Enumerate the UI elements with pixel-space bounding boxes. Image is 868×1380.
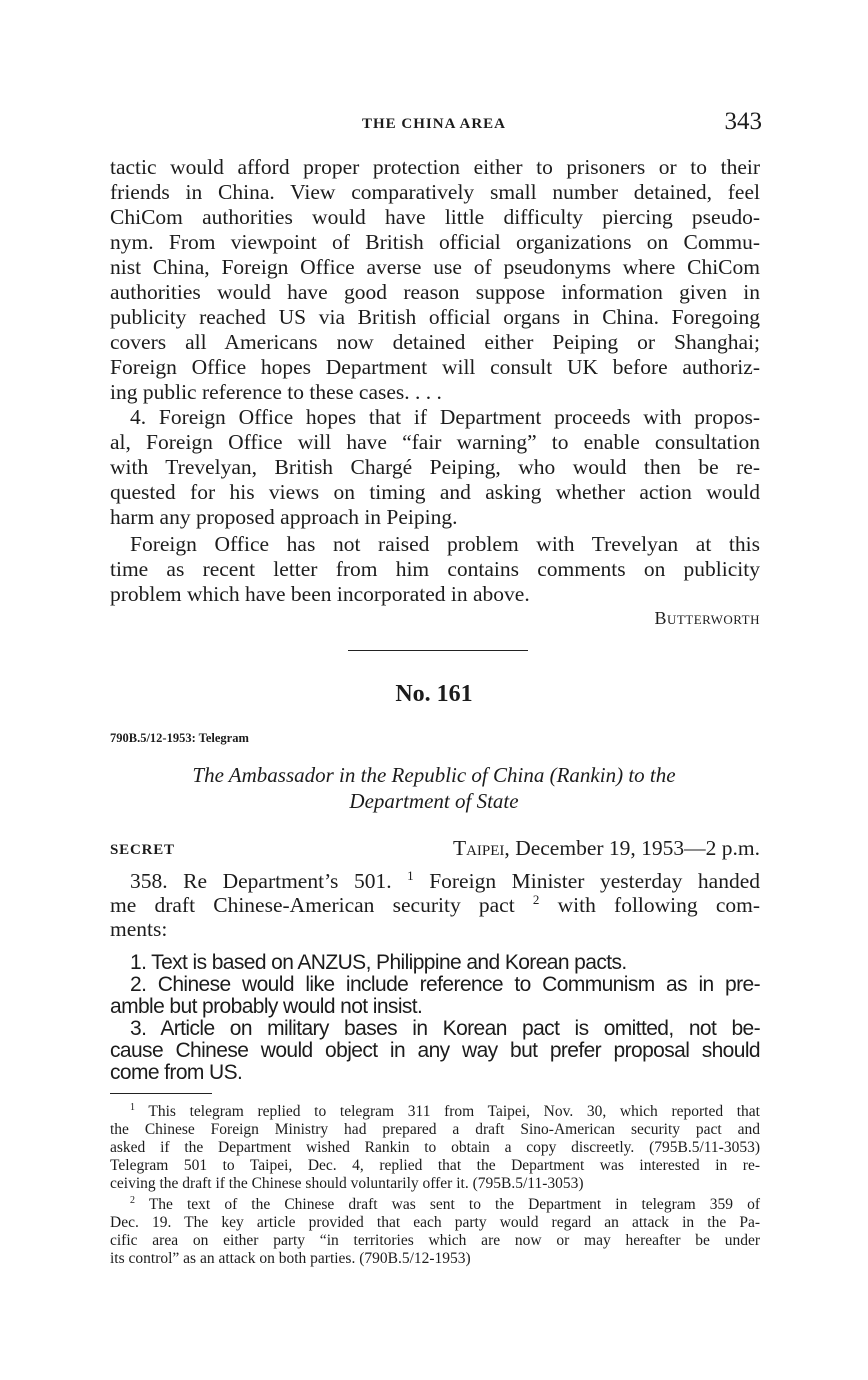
footnote-mark: 2 [130,1194,135,1206]
footnote-line: Telegram 501 to Taipei, Dec. 4, replied that the Department was interested in re- [110,1157,760,1174]
body-line: nym. From viewpoint of British official organizations on Commu- [110,230,760,254]
footnote-line [110,1196,760,1214]
body-line: problem which have been incorporated in above. [110,582,530,606]
file-reference: 790B.5/12-1953: Telegram [110,731,249,745]
body-line: quested for his views on timing and asking whether action would [110,480,760,504]
footnote-line: ceiving the draft if the Chinese should voluntarily offer it. (795B.5/11-3053) [110,1175,584,1192]
running-head: THE CHINA AREA [361,116,507,132]
body-line: covers all Americans now detained either Peiping or Shanghai; [110,330,760,354]
footnote-line: its control” as an attack on both parties. (790B.5/12-1953) [110,1250,471,1267]
body-line: friends in China. View comparatively small number detained, feel [110,180,760,204]
telegram-line [110,869,760,894]
classification: SECRET [110,842,175,858]
body-line: harm any proposed approach in Peiping. [110,505,458,529]
footnote-line [110,1103,760,1121]
body-line: Foreign Office hopes Department will consult UK before authoriz- [110,355,760,379]
document-heading: Department of State [349,789,519,813]
page-number: 343 [724,108,762,135]
telegram-item: come from US. [110,1061,243,1084]
body-line: nist China, Foreign Office averse use of pseudonyms where ChiCom [110,255,760,279]
telegram-item: cause Chinese would object in any way but prefer proposal should [110,1039,760,1062]
footnote-line: Dec. 19. The key article provided that each party would regard an attack in the Pa- [110,1214,760,1231]
body-line: al, Foreign Office will have “fair warning” to enable consultation [110,430,760,454]
document-heading: The Ambassador in the Republic of China (Rankin) to the [192,763,676,787]
section-divider [348,650,528,651]
document-number: No. 161 [395,681,473,707]
body-line: publicity reached US via British official organs in China. Foregoing [110,305,760,329]
telegram-line [110,893,760,918]
body-line: with Trevelyan, British Chargé Peiping, who would then be re- [110,455,760,479]
footnote-ref: 1 [407,867,414,883]
dateline-place: Taipei, [452,836,510,860]
body-line: tactic would afford proper protection either to prisoners or to their [110,155,760,179]
body-line: 4. Foreign Office hopes that if Department proceeds with propos- [130,405,760,429]
footnote-text: This telegram replied to telegram 311 from Taipei, Nov. 30, which reported that [148,1103,760,1120]
body-line: ing public reference to these cases. . . . [110,380,442,404]
telegram-text: Foreign Minister yesterday handed [429,869,761,893]
dateline-date: December 19, 1953—2 p.m. [515,836,760,860]
dateline [453,836,760,861]
telegram-item: 2. Chinese would like include reference to Communism as in pre- [130,973,760,996]
footnote-ref: 2 [532,891,540,907]
footnote-line: asked if the Department wished Rankin to obtain a copy discreetly. (795B.5/11-3053) [110,1139,760,1156]
footnote-line: the Chinese Foreign Ministry had prepared a draft Sino-American security pact and [110,1121,760,1138]
body-line: time as recent letter from him contains comments on publicity [110,557,760,581]
footnote-mark: 1 [130,1101,135,1113]
telegram-item: 1. Text is based on ANZUS, Philippine and Korean pacts. [130,951,627,974]
footnote-rule [110,1093,212,1094]
body-line: authorities would have good reason suppose information given in [110,280,760,304]
telegram-item: amble but probably would not insist. [110,995,423,1018]
body-line: ChiCom authorities would have little difficulty piercing pseudo- [110,205,760,229]
telegram-text: 358. Re Department’s 501. [130,869,392,893]
telegram-text: me draft Chinese-American security pact [110,893,515,917]
signature: Butterworth [654,608,760,628]
footnote-line: cific area on either party “in territories which are now or may hereafter be under [110,1232,760,1249]
telegram-line: ments: [110,917,168,941]
body-line: Foreign Office has not raised problem with Trevelyan at this [130,532,760,556]
footnote-text: The text of the Chinese draft was sent to the Department in telegram 359 of [148,1196,760,1213]
telegram-item: 3. Article on military bases in Korean pact is omitted, not be- [130,1017,760,1040]
telegram-text: with following com- [557,893,761,917]
